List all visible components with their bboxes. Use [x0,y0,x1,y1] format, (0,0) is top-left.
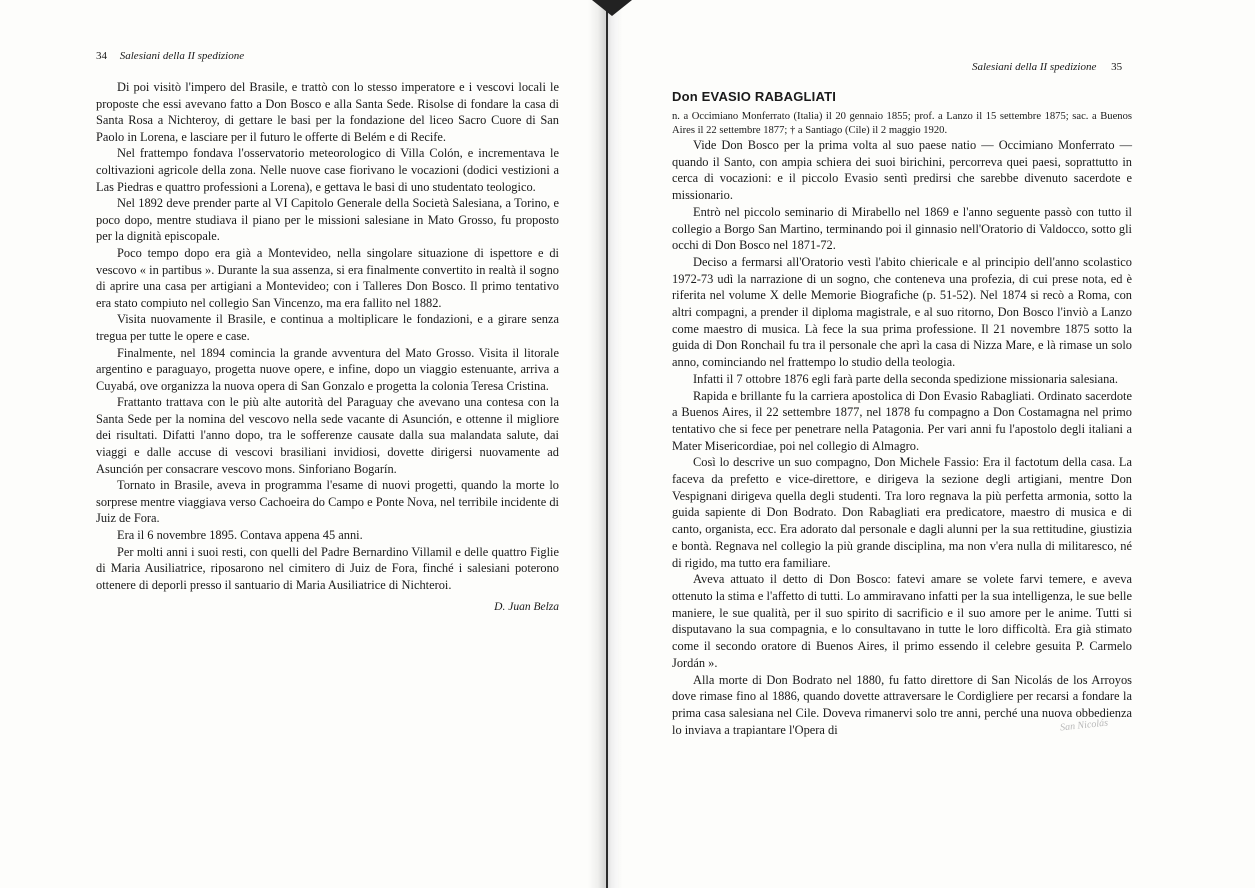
left-running-head [96,49,244,63]
left-paragraph-1: Di poi visitò l'impero del Brasile, e trattò con lo stesso imperatore e i vescovi locali le proposte che essi avevano fatto a Don Bosco e alla Santa Sede. Risolse di fondare la casa di Santa Rosa a Nichteroy, di gettare le basi per la fondazione del liceo Sacro Cuore di San Paolo in Lorena, e lasciare per il futuro le offerte di Belém e di Recife. [96,80,559,144]
left-running-title: Salesiani della II spedizione [119,50,245,62]
right-page-number: 35 [1111,61,1123,73]
left-paragraph-3: Nel 1892 deve prender parte al VI Capitolo Generale della Società Salesiana, a Torino, e poco dopo, mentre studiava il piano per le missioni salesiane in Mato Grosso, fu proposto per la dignità episcopale. [96,196,559,244]
right-paragraph-7: Aveva attuato il detto di Don Bosco: fatevi amare se volete farvi temere, e aveva ottenuto la stima e l'affetto di tutti. Lo ammiravano infatti per la sua intelligenza, le sue belle maniere, le sue qualità, per il suo spirito di sacrificio e il suo amore per le anime. Tutti si disputavano la sua compagnia, e lo consultavano in tutte le loro difficoltà. Era già stimato come il secondo oratore di Buenos Aires, il primo essendo il celebre gesuita P. Carmelo Jordán ». [672,572,1132,670]
right-running-head [972,60,1122,74]
left-paragraph-10: Per molti anni i suoi resti, con quelli del Padre Bernardino Villamil e delle quattro Figlie di Maria Ausiliatrice, riposarono nel cimitero di Juiz de Fora, finché i salesiani poterono ottenere di deporli presso il santuario di Maria Ausiliatrice di Nichteroi. [96,544,559,592]
gutter-fold-line [606,0,608,888]
right-text-column [672,85,1132,738]
chapter-title: Don EVASIO RABAGLIATI [672,89,837,104]
author-signature: D. Juan Belza [494,601,559,614]
left-paragraph-2: Nel frattempo fondava l'osservatorio meteorologico di Villa Colón, e incrementava le coltivazioni agricole della zona. Nelle nuove case fiorivano le vocazioni (dodici vestizioni a Las Piedras e quattro professioni a Lorena), e gettava le basi di uno studentato teologico. [96,146,559,194]
left-page-number: 34 [96,50,107,62]
biographical-note: n. a Occimiano Monferrato (Italia) il 20 gennaio 1855; prof. a Lanzo il 15 settembre 1875; sac. a Buenos Aires il 22 settembre 1877; † a Santiago (Cile) il 2 maggio 1920. [672,111,1132,136]
left-paragraph-6: Finalmente, nel 1894 comincia la grande avventura del Mato Grosso. Visita il litorale argentino e paraguayo, progetta nuove opere, e infine, dopo un viaggio estenuante, arriva a Cuyabá, ove organizza la nuova opera di San Gonzalo e progetta la colonia Teresa Cristina. [96,345,559,393]
right-paragraph-1: Vide Don Bosco per la prima volta al suo paese natio — Occimiano Monferrato — quando il Santo, con ampia schiera dei suoi birichini, percorreva quei paesi, soprattutto in cerca di vocazioni: e il piccolo Evasio sentì predirsi che sarebbe divenuto sacerdote e missionario. [672,138,1132,203]
right-paragraph-8: Alla morte di Don Bodrato nel 1880, fu fatto direttore di San Nicolás de los Arroyos dove rimase fino al 1886, quando dovette attraversare le Cordigliere per recarsi a fondare la prima casa salesiana nel Cile. Doveva rimanervi solo tre anni, perché una nuova obbedienza lo inviava a trapiantare l'Opera di [672,672,1132,737]
book-gutter [588,0,622,888]
right-body [672,137,1132,738]
left-paragraph-8: Tornato in Brasile, aveva in programma l'esame di nuovi progetti, quando la morte lo sorprese mentre viaggiava verso Cachoeira do Campo e Ponte Nova, nel terribile incidente di Juiz de Fora. [96,478,559,526]
left-paragraph-4: Poco tempo dopo era già a Montevideo, nella singolare situazione di ispettore e di vescovo « in partibus ». Durante la sua assenza, si era finalmente convertito in realtà il sogno di aprire una casa per artigiani a Montevideo; con i Talleres Don Bosco. Il primo tentativo era stato compiuto nel collegio San Vincenzo, ma era fallito nel 1882. [96,245,559,310]
binding-mark [592,0,632,16]
left-text-column [96,79,559,616]
right-paragraph-3: Deciso a fermarsi all'Oratorio vestì l'abito chiericale e al principio dell'anno scolastico 1972-73 udì la narrazione di un sogno, che conteneva una profezia, di cui prese nota, ed è riferita nel volume X delle Memorie Biografiche (p. 51-52). Nel 1874 si recò a Roma, con altri compagni, a prender il diploma magistrale, e al suo ritorno, Don Bosco l'inviò a Lanzo come maestro di musica. Là fece la sua prima professione. Il 21 novembre 1875 sotto la guida di Don Ronchail fu tra il personale che aprì la casa di Nizza Mare, e là rimase un solo anno, cominciando nel frattempo lo studio della teologia. [672,254,1132,370]
left-paragraph-5: Visita nuovamente il Brasile, e continua a moltiplicare le fondazioni, e a girare senza tregua per tutte le opere e case. [96,312,559,343]
right-paragraph-4: Infatti il 7 ottobre 1876 egli farà parte della seconda spedizione missionaria salesiana. [693,371,1118,386]
right-running-title: Salesiani della II spedizione [972,61,1097,73]
right-paragraph-6: Così lo descrive un suo compagno, Don Michele Fassio: Era il factotum della casa. La faceva da prefetto e vice-direttore, e dirigeva la sezione degli artigiani, mentre Don Vespignani dirigeva quella degli studenti. Tra loro regnava la più perfetta armonia, sotto la guida sapiente di Don Bodrato. Don Rabagliati era predicatore, maestro di musica e di canto, organista, ecc. Era adorato dal personale e dagli alunni per la sua rettitudine, giustizia e bontà. Regnava nel collegio la più grande disciplina, ma non v'era nulla di militaresco, né di rigido, ma tutto era familiare. [672,455,1132,570]
right-paragraph-2: Entrò nel piccolo seminario di Mirabello nel 1869 e l'anno seguente passò con tutto il collegio a Borgo San Martino, terminando poi il ginnasio nell'Oratorio di Valdocco, sotto gli occhi di Don Bosco nel 1871-72. [672,204,1132,253]
handwritten-margin-note: San Nicolás [1059,717,1109,734]
right-paragraph-5: Rapida e brillante fu la carriera apostolica di Don Evasio Rabagliati. Ordinato sacerdote a Buenos Aires, il 22 settembre 1877, nel 1878 fu compagno a Don Costamagna nel primo tentativo che si fece per penetrare nella Patagonia. Per vari anni fu l'apostolo degli italiani a Mater Misericordiae, poi nel collegio di Almagro. [672,388,1132,453]
left-paragraph-7: Frattanto trattava con le più alte autorità del Paraguay che avevano una contesa con la Santa Sede per la nomina del vescovo nella sede vacante di Asunción, e ottenne il migliore dei risultati. Difatti l'anno dopo, tra le sofferenze causate dalla sua malandata salute, dai viaggi e dalle accuse di vescovi brasiliani invidiosi, dovette dirigersi nuovamente ad Asunción per consacrare vescovo mons. Sinforiano Bogarín. [96,395,559,476]
left-paragraph-9: Era il 6 novembre 1895. Contava appena 45 anni. [117,528,363,543]
